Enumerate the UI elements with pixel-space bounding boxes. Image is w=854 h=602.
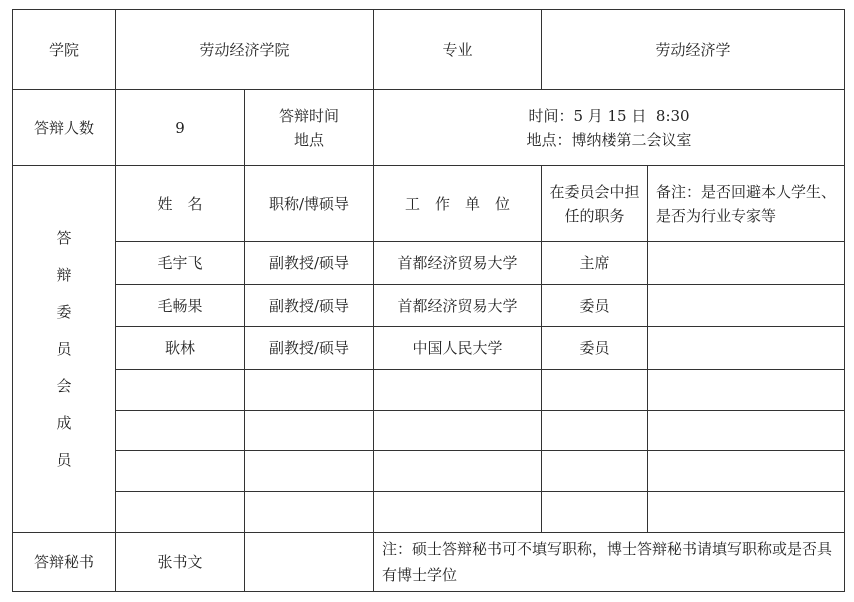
column-header-name: 姓 名 bbox=[116, 166, 245, 242]
place-value: 地点：博纳楼第二会议室 bbox=[526, 130, 692, 149]
member-title[interactable] bbox=[245, 492, 374, 533]
member-remarks[interactable] bbox=[648, 370, 845, 411]
committee-label-char: 会 bbox=[56, 376, 72, 395]
member-title[interactable]: 副教授/硕导 bbox=[245, 242, 374, 285]
committee-label-char: 员 bbox=[56, 450, 72, 469]
member-remarks[interactable] bbox=[648, 451, 845, 492]
member-title[interactable] bbox=[245, 370, 374, 411]
committee-label-char: 答 bbox=[56, 228, 72, 247]
table-row bbox=[13, 285, 845, 327]
member-remarks[interactable] bbox=[648, 242, 845, 285]
member-workplace[interactable] bbox=[374, 370, 542, 411]
member-name[interactable]: 耿林 bbox=[116, 327, 245, 370]
member-name[interactable]: 毛宇飞 bbox=[116, 242, 245, 285]
committee-label-char: 成 bbox=[56, 413, 72, 432]
member-name[interactable] bbox=[116, 370, 245, 411]
member-title[interactable] bbox=[245, 451, 374, 492]
member-name[interactable]: 毛畅果 bbox=[116, 285, 245, 327]
member-role[interactable]: 委员 bbox=[542, 285, 648, 327]
member-name[interactable] bbox=[116, 411, 245, 451]
column-header-role: 在委员会中担任的职务 bbox=[542, 166, 648, 242]
member-workplace[interactable]: 中国人民大学 bbox=[374, 327, 542, 370]
member-role[interactable] bbox=[542, 451, 648, 492]
table-row bbox=[13, 242, 845, 285]
member-remarks[interactable] bbox=[648, 411, 845, 451]
major-label: 专业 bbox=[374, 10, 542, 90]
member-workplace[interactable] bbox=[374, 451, 542, 492]
defense-count-value[interactable]: 9 bbox=[116, 90, 245, 166]
member-workplace[interactable] bbox=[374, 411, 542, 451]
member-name[interactable] bbox=[116, 492, 245, 533]
member-remarks[interactable] bbox=[648, 327, 845, 370]
member-name[interactable] bbox=[116, 451, 245, 492]
table-row bbox=[13, 451, 845, 492]
member-remarks[interactable] bbox=[648, 492, 845, 533]
defense-count-label: 答辩人数 bbox=[13, 90, 116, 166]
member-workplace[interactable]: 首都经济贸易大学 bbox=[374, 242, 542, 285]
member-role[interactable]: 主席 bbox=[542, 242, 648, 285]
secretary-label: 答辩秘书 bbox=[13, 533, 116, 592]
member-remarks[interactable] bbox=[648, 285, 845, 327]
table-row bbox=[13, 327, 845, 370]
column-header-remarks: 备注：是否回避本人学生、是否为行业专家等 bbox=[648, 166, 845, 242]
member-role[interactable] bbox=[542, 370, 648, 411]
member-role[interactable]: 委员 bbox=[542, 327, 648, 370]
secretary-name[interactable]: 张书文 bbox=[116, 533, 245, 592]
member-title[interactable] bbox=[245, 411, 374, 451]
table-row bbox=[13, 411, 845, 451]
member-workplace[interactable]: 首都经济贸易大学 bbox=[374, 285, 542, 327]
committee-label-char: 委 bbox=[56, 302, 72, 321]
member-workplace[interactable] bbox=[374, 492, 542, 533]
college-label: 学院 bbox=[13, 10, 116, 90]
time-label: 答辩时间 bbox=[279, 106, 340, 125]
committee-label-char: 辩 bbox=[56, 265, 72, 284]
member-role[interactable] bbox=[542, 492, 648, 533]
defense-committee-form bbox=[12, 9, 845, 592]
committee-section-label bbox=[13, 166, 116, 533]
time-value: 时间：5 月 15 日 8:30 bbox=[528, 106, 690, 125]
column-header-workplace: 工 作 单 位 bbox=[374, 166, 542, 242]
place-label: 地点 bbox=[294, 130, 325, 149]
major-value[interactable]: 劳动经济学 bbox=[542, 10, 845, 90]
member-title[interactable]: 副教授/硕导 bbox=[245, 327, 374, 370]
time-place-value[interactable] bbox=[374, 90, 845, 166]
column-header-title: 职称/博硕导 bbox=[245, 166, 374, 242]
secretary-title[interactable] bbox=[245, 533, 374, 592]
college-value[interactable]: 劳动经济学院 bbox=[116, 10, 374, 90]
table-row bbox=[13, 492, 845, 533]
member-role[interactable] bbox=[542, 411, 648, 451]
table-row bbox=[13, 370, 845, 411]
committee-label-char: 员 bbox=[56, 339, 72, 358]
secretary-note: 注：硕士答辩秘书可不填写职称，博士答辩秘书请填写职称或是否具有博士学位 bbox=[374, 533, 845, 592]
member-title[interactable]: 副教授/硕导 bbox=[245, 285, 374, 327]
time-place-label bbox=[245, 90, 374, 166]
